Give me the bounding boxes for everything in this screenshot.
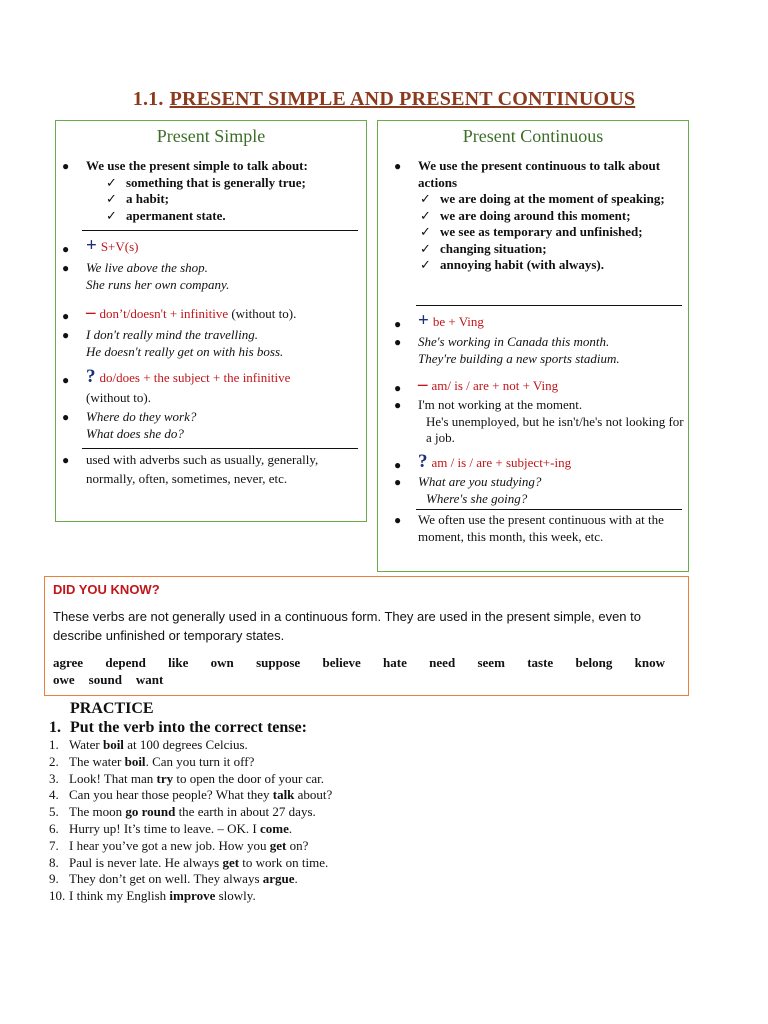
list-item: 1. Water boil at 100 degrees Celcius. <box>49 737 248 752</box>
simple-positive-block <box>62 235 358 293</box>
bullet-icon: ● <box>394 458 402 472</box>
list-item: 3. Look! That man try to open the door of your car. <box>49 770 325 786</box>
simple-question-block <box>62 367 362 442</box>
verb: depend <box>105 655 146 670</box>
checkmark-icon: ✓ <box>420 257 431 272</box>
checkmark-icon: ✓ <box>106 174 117 190</box>
bullet-icon: ● <box>394 475 402 489</box>
checkmark-icon: ✓ <box>420 224 431 239</box>
bullet-icon: ● <box>394 159 402 173</box>
practice-heading: PRACTICE <box>70 700 154 717</box>
did-you-know-box <box>44 576 689 696</box>
divider <box>416 305 682 306</box>
formula: am/ is / are + not + Ving <box>431 378 559 393</box>
divider <box>416 509 682 510</box>
list-item: ✓ something that is generally true; <box>106 174 306 190</box>
verb: sound <box>88 672 122 687</box>
bullet-icon: ● <box>394 317 402 331</box>
continuous-positive-block <box>394 310 684 367</box>
verb: taste <box>527 655 554 670</box>
minus-icon: – <box>86 302 96 323</box>
formula: S+V(s) <box>100 239 139 254</box>
continuous-intro-block <box>394 158 684 274</box>
bullet-icon: ● <box>394 513 402 527</box>
verb: suppose <box>256 655 301 670</box>
simple-negative-block <box>62 302 362 360</box>
list-item: ✓ apermanent state. <box>106 207 226 223</box>
list-item: ● We often use the present continuous with at the moment, this month, this week, etc. <box>394 512 664 544</box>
bullet-icon: ● <box>394 381 402 395</box>
present-continuous-box <box>377 120 689 572</box>
bullet-icon: ● <box>62 328 70 342</box>
simple-intro-block <box>62 158 358 224</box>
divider <box>82 448 358 449</box>
present-simple-box <box>55 120 367 522</box>
checkmark-icon: ✓ <box>106 207 117 223</box>
list-item <box>62 235 358 258</box>
practice-task: 1. Put the verb into the correct tense: <box>49 719 307 736</box>
list-item: ✓ changing situation; <box>420 240 547 256</box>
formula: don’t/doesn't + infinitive <box>99 306 229 321</box>
continuous-usage-block <box>394 512 670 545</box>
list-item: ● used with adverbs such as usually, generally, normally, often, sometimes, never, etc. <box>62 452 319 486</box>
question-icon: ? <box>418 451 428 472</box>
did-you-know-body: These verbs are not generally used in a continuous form. They are used in the present simple, even to describe unfinished or temporary states. <box>53 609 641 643</box>
verb: seem <box>477 655 505 670</box>
list-item: 9. They don’t get on well. They always argue. <box>49 871 298 887</box>
checkmark-icon: ✓ <box>420 207 431 223</box>
list-item: ● Where do they work? What does she do? <box>62 409 197 441</box>
simple-adverbs-block <box>62 451 338 488</box>
list-item: 2. The water boil. Can you turn it off? <box>49 753 255 769</box>
continuous-negative-block <box>394 374 684 447</box>
bullet-icon: ● <box>394 398 402 412</box>
list-item: ● We use the present simple to talk about: <box>62 158 308 173</box>
list-item: 7. I hear you’ve got a new job. How you get on? <box>49 837 309 853</box>
section-title: PRESENT SIMPLE AND PRESENT CONTINUOUS <box>169 88 636 110</box>
verb-list <box>53 654 665 671</box>
verb: want <box>135 672 164 687</box>
verb: hate <box>383 655 407 670</box>
list-item: ✓ annoying habit (with always). <box>420 257 604 272</box>
list-item: ✓ a habit; <box>106 191 169 206</box>
bullet-icon: ● <box>394 335 402 349</box>
list-item: ✓ we are doing at the moment of speaking; <box>420 191 665 206</box>
practice-list <box>49 737 709 905</box>
list-item: ✓ we see as temporary and unfinished; <box>420 224 643 239</box>
divider <box>82 230 358 231</box>
list-item: 10. I think my English improve slowly. <box>49 888 256 904</box>
verb: need <box>429 655 456 670</box>
checkmark-icon: ✓ <box>420 191 431 206</box>
checkmark-icon: ✓ <box>420 240 431 256</box>
list-item <box>394 451 684 474</box>
verb: belong <box>575 655 613 670</box>
list-item <box>394 310 684 333</box>
did-you-know-title: DID YOU KNOW? <box>53 582 160 597</box>
bullet-icon: ● <box>62 453 70 467</box>
list-item: ✓ we are doing around this moment; <box>420 207 631 223</box>
formula: do/does + the subject + the infinitive <box>99 370 291 385</box>
verb: agree <box>53 655 84 670</box>
bullet-icon: ● <box>62 261 70 275</box>
bullet-icon: ● <box>62 159 70 173</box>
list-item: ● What are you studying? Where's she going? <box>394 474 542 506</box>
formula: am / is / are + subject+-ing <box>431 455 572 470</box>
list-item: 6. Hurry up! It’s time to leave. – OK. I come. <box>49 820 293 836</box>
present-simple-heading: Present Simple <box>156 126 266 146</box>
formula: be + Ving <box>432 314 484 329</box>
page-title <box>0 88 768 111</box>
list-item: ● We use the present continuous to talk about actions <box>394 158 661 190</box>
list-item: ● ? do/does + the subject + the infinitive (without to). <box>62 366 291 405</box>
list-item: ● – don’t/doesn't + infinitive (without to). <box>62 302 362 325</box>
list-item: ● She's working in Canada this month. They're building a new sports stadium. <box>394 334 620 366</box>
verb: believe <box>322 655 361 670</box>
verb: know <box>634 655 665 670</box>
list-item: 8. Paul is never late. He always get to work on time. <box>49 854 329 870</box>
verb: own <box>210 655 234 670</box>
minus-icon: – <box>418 374 428 395</box>
list-item: ● We live above the shop. She runs her own company. <box>62 260 230 292</box>
list-item: 5. The moon go round the earth in about 27 days. <box>49 804 316 820</box>
bullet-icon: ● <box>62 242 70 256</box>
verb: owe <box>53 672 75 687</box>
continuous-question-block <box>394 451 684 507</box>
list-item: 4. Can you hear those people? What they talk about? <box>49 787 333 803</box>
bullet-icon: ● <box>62 410 70 424</box>
bullet-icon: ● <box>62 373 70 387</box>
list-item: ● I'm not working at the moment. He's unemployed, but he isn't/he's not looking for a job. <box>394 397 684 445</box>
plus-icon: + <box>86 235 97 256</box>
verb-list-line-2 <box>53 671 213 688</box>
plus-icon: + <box>418 310 429 331</box>
section-number: 1.1. <box>132 88 164 110</box>
present-continuous-heading: Present Continuous <box>462 126 604 146</box>
bullet-icon: ● <box>62 309 70 323</box>
verb: like <box>168 655 189 670</box>
list-item <box>394 374 684 397</box>
list-item: ● I don't really mind the travelling. He doesn't really get on with his boss. <box>62 327 284 359</box>
checkmark-icon: ✓ <box>106 191 117 206</box>
question-icon: ? <box>86 366 96 387</box>
